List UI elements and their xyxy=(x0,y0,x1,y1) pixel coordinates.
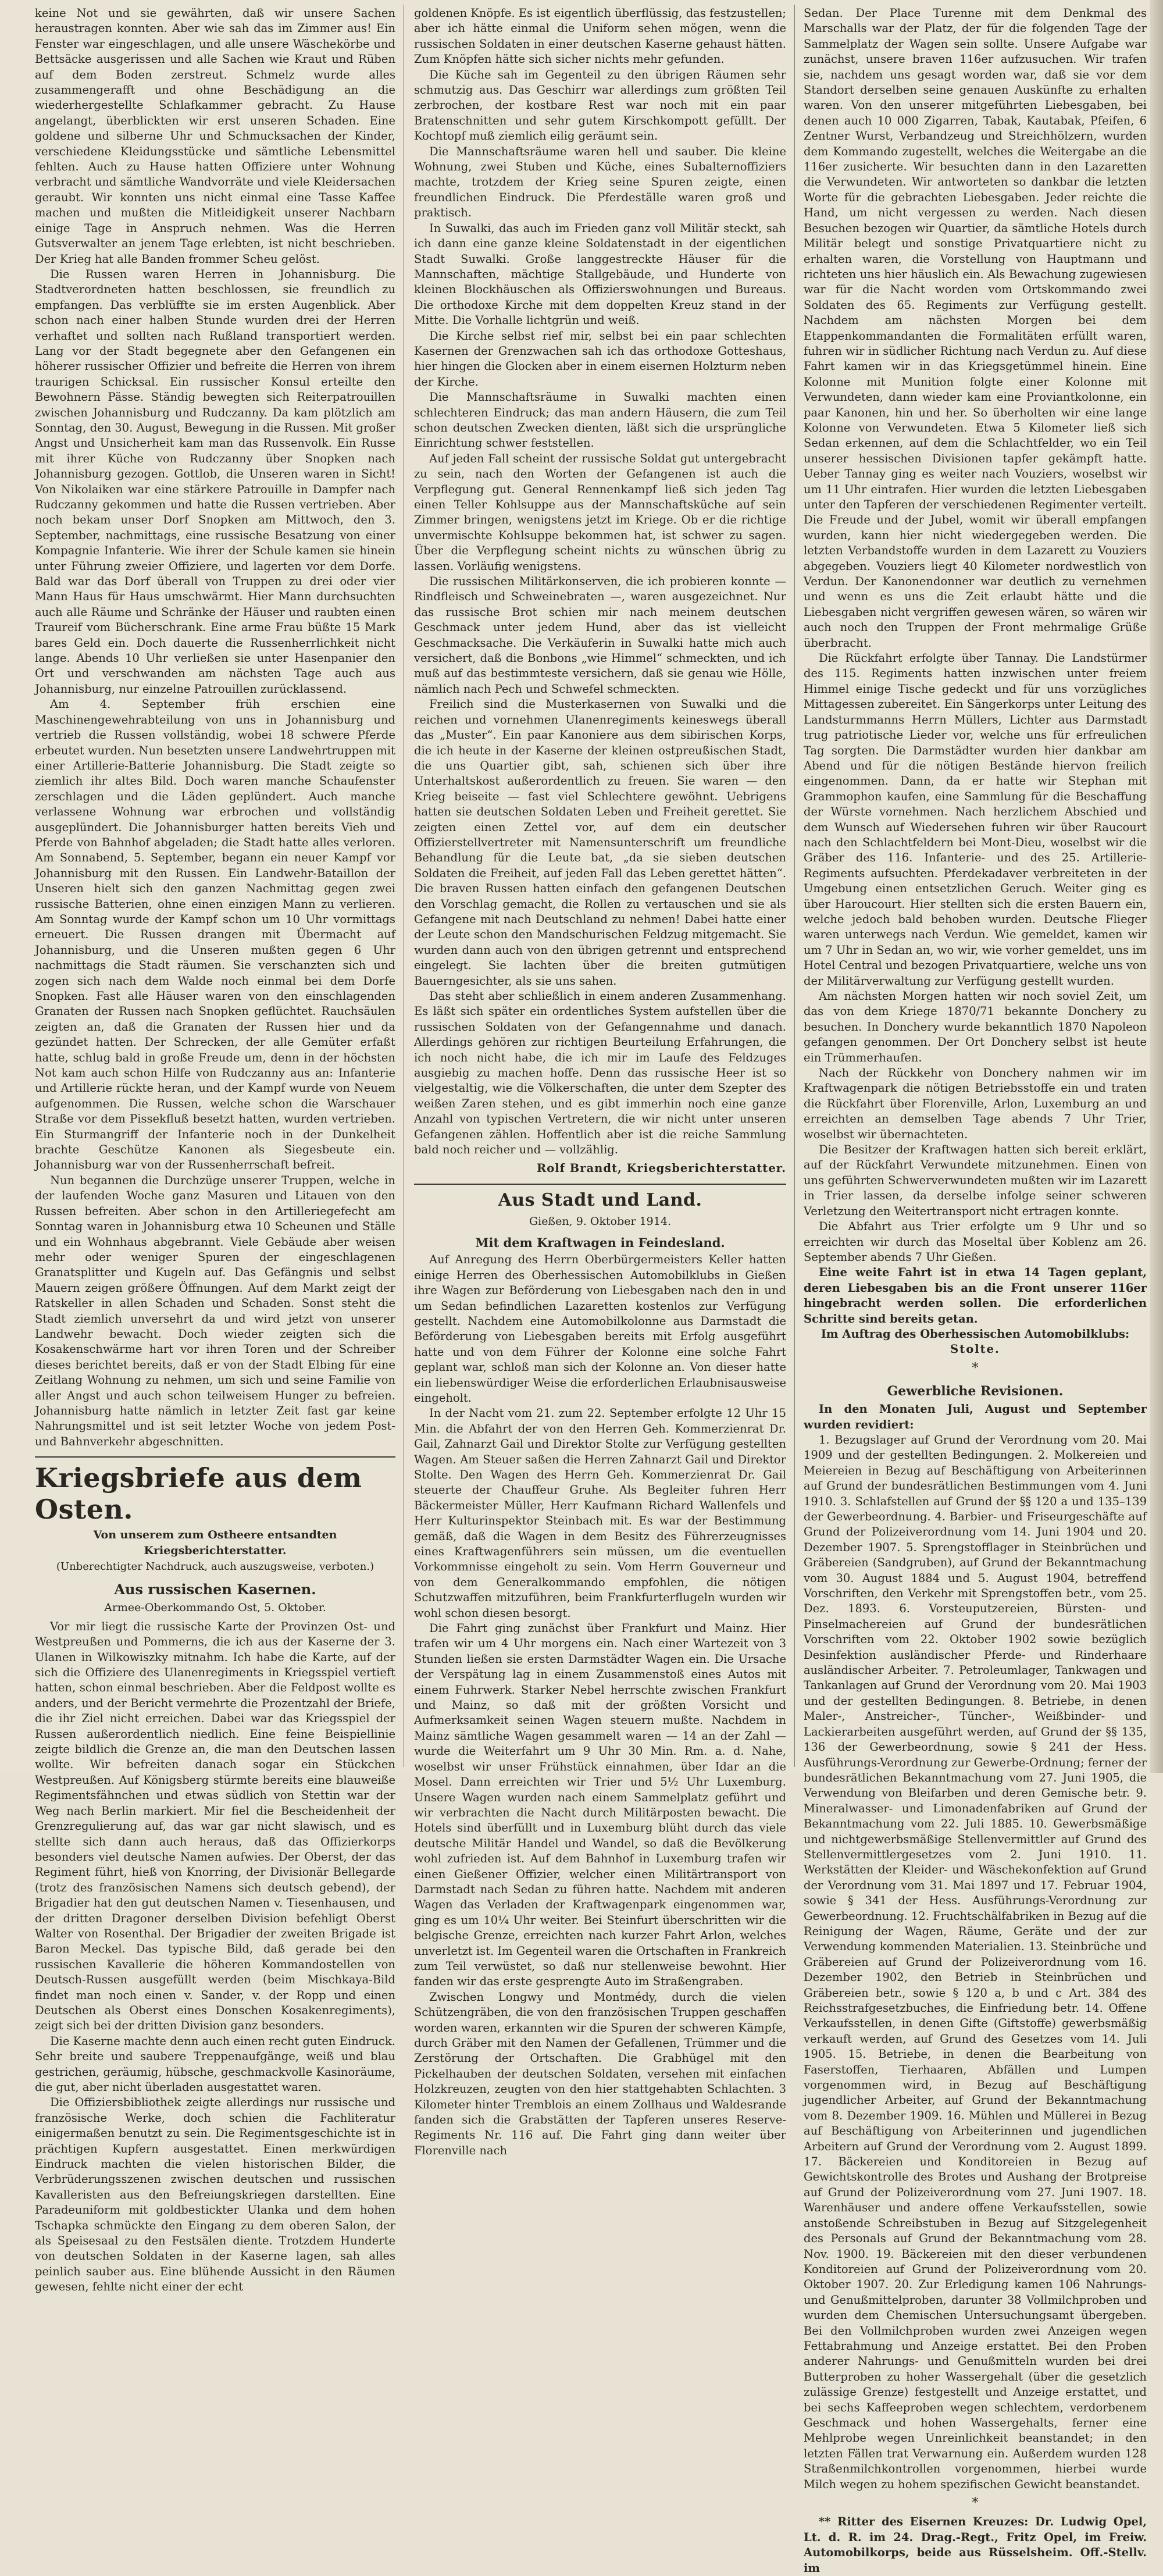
paragraph: Zwischen Longwy und Montmédy, durch die vielen Schützengräben, die von den französischen Truppen geschaffen worden waren, erkannten wir die Spuren der schweren Kämpfe, durch Gräber mit den Namen der Gefallenen, Trümmer und die Zerstörung der Ortschaften. Die Grabhügel mit den Pickelhauben der deutschen Soldaten, versehen mit einfachen Holzkreuzen, zeugten von den hier stattgehabten Schlachten. 3 Kilometer hinter Tremblois an einem Zollhaus und Waldesrande fanden sich die Grabstätten der Tapferen unseres Reserve-Regiments Nr. 116 auf. Die Fahrt ging dann weiter über Florenville nach xyxy=(414,1990,786,2157)
paragraph: Die Mannschaftsräume in Suwalki machten einen schlechteren Eindruck; das man andern Häusern, die zum Teil schon deutschen Zwecken dienten, läßt sich die ursprüngliche Einrichtung schwer feststellen. xyxy=(414,390,786,450)
paragraph: keine Not und sie gewährten, daß wir unsere Sachen heraustragen konnten. Aber wie sah das im Zimmer aus! Ein Fenster war eingeschlagen, und alle unsere Wäschekörbe und Bettsäcke ausgerissen und alle Sachen wie Kraut und Rüben auf dem Boden zerstreut. Schmelz wurde alles zusammengerafft und ohne Beschädigung an die wiederhergestellte Schlafkammer gebracht. Zu Hause angelangt, überblickten wir erst unseren Schaden. Eine goldene und silberne Uhr und Schmucksachen der Kinder, verschiedene Kleidungsstücke und sämtliche Lebensmittel fehlten. Auch zu Hause hatten Offiziere unter Wohnung verbracht und sämtliche Wandvorräte und viele Kleidersachen geraubt. Wir konnten uns nicht einmal eine Tasse Kaffee machen und mußten die Mitleidigkeit unserer Nachbarn einige Tage in Anspruch nehmen. Was die Herren Gutsverwalter an jenem Tage erlebten, ist nicht beschrieben. Der Krieg hat alle Banden frommer Scheu gelöst. xyxy=(35,6,395,266)
paragraph: Sedan. Der Place Turenne mit dem Denkmal des Marschalls war der Platz, der für die folgenden Tage der Sammelplatz der Wagen sein sollte. Unsere Aufgabe war zunächst, unsere braven 116er aufzusuchen. Wir trafen sie, nachdem uns gesagt worden war, daß sie vor dem Standort derselben seine genauen Auskünfte zu erhalten waren. Von den unserer mitgeführten Liebesgaben, bei denen auch 10 000 Zigarren, Tabak, Kautabak, Pfeifen, 6 Zentner Wurst, Verbandzeug und Streichhölzern, wurden dem Kommando zugestellt, welches die Weitergabe an die 116er zusicherte. Wir besuchten dann in den Lazaretten die Verwundeten. Wir antworteten so dankbar die letzten Worte für die gebrachten Liebesgaben. Jeder reichte die Hand, um nicht vergessen zu werden. Nach diesen Besuchen bezogen wir Quartier, da sämtliche Hotels durch Militär belegt und sonstige Privatquartiere nicht zu erhalten waren, die Vorstellung von Hauptmann und richteten uns hier häuslich ein. Als Bewachung zugewiesen war für die Nacht worden vom Ortskommando zwei Soldaten des 65. Regiments zur Verfügung gestellt. Nachdem am nächsten Morgen bei dem Etappenkommandanten die Formalitäten erfüllt waren, fuhren wir in südlicher Richtung nach Verdun zu. Auf diese Fahrt kamen wir in das Kriegsgetümmel hinein. Eine Kolonne mit Munition folgte einer Kolonne mit Verwundeten, dann wieder kam eine Proviantkolonne, ein paar Kanonen, hin und her. So überholten wir eine lange Kolonne von Verwundeten. Etwa 5 Kilometer ließ sich Sedan erkennen, auf dem die Schlachtfelder, wo ein Teil unserer hessischen Divisionen tapfer gekämpft hatte. Ueber Tannay ging es weiter nach Vouziers, woselbst wir um 11 Uhr eintrafen. Hier wurden die letzten Liebesgaben unter den Tapferen der verschiedenen Regimenter verteilt. Die Freude und der Jubel, womit wir überall empfangen wurden, kann hier nicht wiedergegeben werden. Die letzten Verbandstoffe wurden in dem Lazarett zu Vouziers abgegeben. Vouziers liegt 40 Kilometer nordwestlich von Verdun. Der Kanonendonner war deutlich zu vernehmen und wenn es uns die Zeit erlaubt hätte und die Liebesgaben nicht vergriffen gewesen wären, so wären wir auch noch den Truppen der Front mehrmalige Grüße überbracht. xyxy=(804,6,1147,650)
column-left xyxy=(35,6,395,2294)
paragraph: Die Kirche selbst rief mir, selbst bei ein paar schlechten Kasernen der Grenzwachen sah ich das orthodoxe Gotteshaus, hier hingen die Glocken aber in einem eisernen Holzturm neben der Kirche. xyxy=(414,329,786,389)
column-middle xyxy=(414,6,786,2157)
separator-star: * xyxy=(972,2496,979,2510)
paragraph: Die Kaserne machte denn auch einen recht guten Eindruck. Sehr breite und saubere Treppenaufgänge, weiß und blau gestrichen, geräumig, hübsche, geschmackvolle Kasinoräume, die gut, aber nicht überladen ausgestattet waren. xyxy=(35,2034,395,2094)
paragraph: Auf Anregung des Herrn Oberbürgermeisters Keller hatten einige Herren des Oberhessischen Automobilklubs in Gießen ihre Wagen zur Beförderung von Liebesgaben nach den in und um Sedan befindlichen Lazaretten kostenlos zur Verfügung gestellt. Nachdem eine Automobilkolonne aus Darmstadt die Beförderung von Liebesgaben bereits mit Erfolg ausgeführt hatte und von dem Führer der Kolonne eine solche Fahrt geplant war, schloß man sich der Kolonne an. Von dieser hatte ein liebenswürdiger Weise die erforderlichen Erlaubnisausweise eingeholt. xyxy=(414,1253,786,1405)
author-signature: Rolf Brandt, Kriegsberichterstatter. xyxy=(536,1161,786,1175)
paragraph: Die Küche sah im Gegenteil zu den übrigen Räumen sehr schmutzig aus. Das Geschirr war allerdings zum größten Teil zerbrochen, der kostbare Rest war noch mit ein paar Bratenschnitten und sehr gutem Kirschkompott gefüllt. Der Kochtopf muß ziemlich eilig geräumt sein. xyxy=(414,67,786,143)
paragraph: Die Fahrt ging zunächst über Frankfurt und Mainz. Hier trafen wir um 4 Uhr morgens ein. Nach einer Wartezeit von 3 Stunden ließen sie ersten Darmstädter Wagen ein. Die Ursache der Verspätung lag in einem Zusammenstoß eines Autos mit einem Fuhrwerk. Starker Nebel herrschte zwischen Frankfurt und Mainz, so daß mit der größten Vorsicht und Aufmerksamkeit seinen Wagen steuern mußte. Nachdem in Mainz sämtliche Wagen gesammelt waren — 14 an der Zahl — wurde die Weiterfahrt um 9 Uhr 30 Min. Rm. a. d. Nahe, woselbst wir unser Frühstück einnahmen, über Idar an die Mosel. Dann erreichten wir Trier und 5½ Uhr Luxemburg. Unsere Wagen wurden nach einem Sammelplatz geführt und wir verbrachten die Nacht durch Militärposten bewacht. Die Hotels sind überfüllt und in Luxemburg blüht durch das viele deutsche Militär Handel und Wandel, so daß die Bevölkerung wohl zufrieden ist. Auf dem Bahnhof in Luxemburg trafen wir einen Gießener Offizier, welcher einen Militärtransport von Darmstadt nach Sedan zu führen hatte. Nachdem mit anderen Wagen das Verladen der Kraftwagenpark eingenommen war, ging es um 10¼ Uhr weiter. Bei Steinfurt überschritten wir die belgische Grenze, erreichten nach kurzer Fahrt Arlon, welches unverletzt ist. Im Gegenteil waren die Ortschaften in Frankreich zum Teil verwüstet, so daß nur stellenweise bewohnt. Hier fanden wir das erste gesprengte Auto im Straßengraben. xyxy=(414,1622,786,1989)
reprint-note: (Unberechtigter Nachdruck, auch auszugsweise, verboten.) xyxy=(56,1560,374,1573)
paragraph: Die Abfahrt aus Trier erfolgte um 9 Uhr und so erreichten wir durch das Moseltal über Koblenz am 26. September abends 7 Uhr Gießen. xyxy=(804,1220,1147,1264)
paragraph: Das steht aber schließlich in einem anderen Zusammenhang. Es läßt sich später ein ordentliches System aufstellen über die russischen Soldaten von der Gefangennahme und danach. Allerdings gehören zur richtigen Beurteilung Erfahrungen, die ich noch nicht habe, die ich mir im Laufe des Feldzuges ausgiebig zu machen hoffe. Denn das russische Heer ist so vielgestaltig, wie die Völkerschaften, die unter dem Szepter des weißen Zaren stehen, und es gibt immerhin noch eine ganze Anzahl von typischen Vertretern, die wir nicht unter unseren Gefangenen zählen. Hoffentlich aber ist die reiche Sammlung bald noch reicher und — vollzählig. xyxy=(414,989,786,1157)
section-title: Aus Stadt und Land. xyxy=(498,1189,702,1210)
section-divider xyxy=(414,1184,786,1185)
paragraph: Die Offiziersbibliothek zeigte allerdings nur russische und französische Werke, doch schien die Fachliteratur einigermaßen benutzt zu sein. Die Regimentsgeschichte ist in prächtigen Kupfern ausgestattet. Einen merkwürdigen Eindruck machten die vielen historischen Bilder, die Verbrüderungsszenen zwischen deutschen und russischen Kavalleristen aus den Befreiungskriegen darstellten. Eine Paradeuniform mit goldbestickter Ulanka und dem hohen Tschapka schmückte den Eingang zu dem oberen Salon, der als Speisesaal zu den Festsälen diente. Trotzdem Hunderte von deutschen Soldaten in der Kaserne lagen, sah alles peinlich sauber aus. Eine blühende Aussicht in den Räumen gewesen, fehlte nicht einer der echt xyxy=(35,2096,395,2294)
article-heading: Aus russischen Kasernen. xyxy=(114,1581,316,1598)
paragraph: Die Besitzer der Kraftwagen hatten sich bereit erklärt, auf der Rückfahrt Verwundete mitzunehmen. Einen von uns geführten Schwerverwundeten mußten wir im Lazarett in Trier lassen, da derselbe infolge seiner schweren Verletzung den Weitertransport nicht ertragen konnte. xyxy=(804,1143,1147,1218)
column-right xyxy=(804,6,1147,2575)
commission-name: Stolte. xyxy=(950,1342,1000,1356)
paragraph: Die Rückfahrt erfolgte über Tannay. Die Landstürmer des 115. Regiments hatten inzwischen unter freiem Himmel einige Tische gedeckt und für uns vorzügliches Mittagessen zubereitet. Ein Sängerkorps unter Leitung des Landsturmmanns Herrn Müllers, Lichter aus Darmstadt trug patriotische Lieder vor, welche uns für erfreulichen Tag sorgten. Die Darmstädter wurden hier dankbar am Abend und für die nötigen Bestände hiervon freilich eingenommen. Dann, da er hatte wir Stephan mit Grammophon kaufen, eine Sammlung für die Beschaffung der Würste vornehmen. Nach herzlichem Abschied und dem Wunsch auf Wiedersehen fuhren wir über Raucourt nach den Schlachtfeldern bei Mont-Dieu, woselbst wir die Gräber des 116. Infanterie- und des 25. Artillerie-Regiments aufsuchten. Pferdekadaver verbreiteten in der Umgebung einen entsetzlichen Geruch. Weiter ging es über Haroucourt. Hier stellten sich die ersten Bauern ein, welche jedoch bald behoben wurden. Deutsche Flieger waren unterwegs nach Verdun. Wie gemeldet, kamen wir um 7 Uhr in Sedan an, wo wir, wie vorher gemeldet, uns im Hotel Central und bezogen Privatquartiere, welche uns von der Militärverwaltung zur Verfügung gestellt wurden. xyxy=(804,651,1147,988)
paragraph: In der Nacht vom 21. zum 22. September erfolgte 12 Uhr 15 Min. die Abfahrt der von den Herren Geh. Kommerzienrat Dr. Gail, Zahnarzt Gail und Direktor Stolte zur Verfügung gestellten Wagen. Am Steuer saßen die Herren Zahnarzt Gail und Direktor Stolte. Den Wagen des Herrn Geh. Kommerzienrat Dr. Gail steuerte der Chauffeur Gruhe. Als Begleiter fuhren Herr Bäckermeister Müller, Herr Kaufmann Richard Wallenfels und Herr Kulturinspektor Steinbach mit. Es war der Bestimmung gemäß, daß die Wagen in dem Besitz des Führerzeugnisses eines Kraftwagenführers sein müssen, um die eventuellen Vorkommnisse eingeholt zu sein. Vom Herrn Gouverneur und von dem Generalkommando empfohlen, die nötigen Schutzwaffen mitzuführen, beim Frankfurterflugeln wurden wir wohl schon diesen besorgt. xyxy=(414,1406,786,1620)
paragraph: Nach der Rückkehr von Donchery nahmen wir im Kraftwagenpark die nötigen Betriebsstoffe ein und traten die Rückfahrt über Florenville, Arlon, Luxemburg an und erreichten an demselben Tage abends 7 Uhr Trier, woselbst wir übernachteten. xyxy=(804,1066,1147,1141)
section-dateline: Gießen, 9. Oktober 1914. xyxy=(529,1214,671,1228)
column-rule xyxy=(794,5,795,1767)
paragraph: Nun begannen die Durchzüge unserer Truppen, welche in der laufenden Woche ganz Masuren und Litauen von den Russen befreiten. Aber schon in den Artilleriegefecht am Sonntag waren in Johannisburg etwa 10 Scheunen und Ställe und ein Wohnhaus abgebrannt. Viele Gebäude aber weisen mehr oder weniger Spuren der eingeschlagenen Granatsplitter und Kugeln auf. Das Gefängnis und selbst Mauern zeigen größere Öffnungen. Auf dem Markt zeigt der Ratskeller in allen Schaden und Schaden. Sonst steht die Stadt ziemlich unversehrt da und wird jetzt von unserer Landwehr bewacht. Doch wieder zeigten sich die Kosakenschwärme hart vor ihren Toren und der Schreiber dieses berichtet bereits, daß er von der Stadt Elbing für eine Zeitlang Wohnung zu nehmen, um sich und seine Familie von aller Angst und auch schon teilweisem Hunger zu befreien. Johannisburg hatte nämlich in letzter Zeit fast gar keine Nahrungsmittel und ist seit letzter Woche von jedem Post- und Bahnverkehr abgeschnitten. xyxy=(35,1173,395,1448)
paragraph: Vor mir liegt die russische Karte der Provinzen Ost- und Westpreußen und Pommerns, die ich aus der Kaserne der 3. Ulanen in Wilkowiszky mitnahm. Ich habe die Karte, auf der sich die Offiziere des Ulanenregiments in Kriegsspiel vertieft hatten, schon einmal beschrieben. Aber die Feldpost wollte es anders, und der Bericht vermehrte die Prozentzahl der Briefe, die ihr Ziel nicht erreichen. Dabei war das Kriegsspiel der Russen außerordentlich niedlich. Eine feine Beispiellinie zeigte bildlich die Grenze an, die man den Deutschen lassen wollte. Wir befreiten danach sogar ein Stückchen Westpreußen. Auf Königsberg stürmte bereits eine blauweiße Regimentsfähnchen und etwas südlich von Stettin war der Weg nach Berlin markiert. Mir fiel die Bescheidenheit der Grenzregulierung auf, das war gar nicht slawisch, und es stellte sich dann auch heraus, daß das Offizierkorps besonders viel deutsche Namen aufwies. Der Oberst, der das Regiment führt, hieß von Knorring, der Divisionär Bellegarde (trotz des französischen Namens sich deutsch gebend), der Brigadier hat den gut deutschen Namen v. Tiesenhausen, und der dritten Dragoner derselben Division befehligt Oberst Walter von Rosenthal. Der Brigadier der zweiten Brigade ist Baron Meckel. Das typische Bild, daß gerade bei den russischen Kavallerie die höheren Kommandostellen von Deutsch-Russen ausgefüllt werden (beim Mischkaya-Bild findet man noch einen v. Sander, v. der Ropp und einen Deutschen als Oberst eines Donschen Kosakenregiments), zeigt sich bei der dritten Division ganz besonders. xyxy=(35,1619,395,2033)
section-subtitle: Von unserem zum Ostheere entsandten Kriegsberichterstatter. xyxy=(93,1529,337,1557)
paragraph: Die russischen Militärkonserven, die ich probieren konnte — Rindfleisch und Schweinebraten —, waren ausgezeichnet. Nur das russische Brot schien mir nach meinem deutschen Geschmack unter jedem Hund, aber das ist vielleicht Geschmacksache. Die Verkäuferin in Suwalki hatte mich auch versichert, daß die Bonbons „wie Himmel“ schmeckten, und ich muß auf das bestimmteste versichern, daß sie genau wie Hölle, nämlich nach Pech und Schwefel schmeckten. xyxy=(414,575,786,696)
paragraph: Die Mannschaftsräume waren hell und sauber. Die kleine Wohnung, zwei Stuben und Küche, eines Subalternoffiziers machte, trotzdem der Krieg seine Spuren zeigte, einen freundlichen Eindruck. Die Pferdeställe waren groß und praktisch. xyxy=(414,144,786,220)
article-heading: Gewerbliche Revisionen. xyxy=(887,1384,1064,1399)
paragraph: Auf jeden Fall scheint der russische Soldat gut untergebracht zu sein, nach den Worten der Gefangenen ist auch die Verpflegung gut. General Rennenkampf ließ sich jeden Tag einen Teller Kohlsuppe aus der Mannschaftsküche auf sein Zimmer bringen, wenigstens jetzt im Kriege. Ob er die richtige unvermischte Kohlsuppe bekommen hat, ist schwer zu sagen. Über die Verpflegung scheint nichts zu wünschen übrig zu lassen. Vorläufig wenigstens. xyxy=(414,451,786,573)
section-title: Kriegsbriefe aus dem Osten. xyxy=(35,1462,362,1526)
separator-star: * xyxy=(972,1360,979,1376)
paragraph: Am nächsten Morgen hatten wir noch soviel Zeit, um das von dem Kriege 1870/71 bekannte Donchery zu besuchen. In Donchery wurde bekanntlich 1870 Napoleon gefangen genommen. Der Ort Donchery selbst ist heute ein Trümmerhaufen. xyxy=(804,989,1147,1064)
paragraph: Eine weite Fahrt ist in etwa 14 Tagen geplant, deren Liebesgaben bis an die Front unserer 116er hingebracht werden sollen. Die erforderlichen Schritte sind bereits getan. xyxy=(804,1266,1147,1326)
paragraph: ** Ritter des Eisernen Kreuzes: Dr. Ludwig Opel, Lt. d. R. im 24. Drag.-Regt., Fritz Opel, im Freiw. Automobilkorps, beide aus Rüsselsheim. Off.-Stellv. im xyxy=(804,2515,1147,2575)
paragraph: In Suwalki, das auch im Frieden ganz voll Militär steckt, sah ich dann eine ganze kleine Soldatenstadt in der eigentlichen Stadt Suwalki. Große langgestreckte Häuser für die Mannschaften, mächtige Stallgebäude, und Hunderte von kleinen Blockhäuschen als Offizierswohnungen und Bureaus. Die orthodoxe Kirche mit dem doppelten Kreuz stand in der Mitte. Die Vorhalle lichtgrün und weiß. xyxy=(414,221,786,327)
article-heading: Mit dem Kraftwagen in Feindesland. xyxy=(475,1235,725,1250)
paragraph: goldenen Knöpfe. Es ist eigentlich überflüssig, das festzustellen; aber ich hätte einmal die Uniform sehen mögen, wenn die russischen Soldaten in einer deutschen Kaserne gehaust hätten. Zum Knöpfen hätte sich sicher nichts mehr gefunden. xyxy=(414,6,786,66)
lead-paragraph: In den Monaten Juli, August und September wurden revidiert: xyxy=(804,1402,1147,1431)
page-edge xyxy=(1150,0,1163,1773)
paragraph: 1. Bezugslager auf Grund der Verordnung vom 20. Mai 1909 und der gestellten Bedingungen. 2. Molkereien und Meiereien in Bezug auf Beschäftigung von Arbeiterinnen auf Grund der bundesrätlichen Bestimmungen vom 4. Juni 1910. 3. Schlafstellen auf Grund der §§ 120 a und 135–139 der Gewerbeordnung. 4. Barbier- und Friseurgeschäfte auf Grund der Polizeiverordnung vom 14. Juni 1904 und 20. Dezember 1907. 5. Sprengstofflager in Steinbrüchen und Gräbereien (Sandgruben), auf Grund der Bekanntmachung vom 30. August 1884 und 5. August 1904, betreffend Vorschriften, den Verkehr mit Sprengstoffen betr., vom 25. Dez. 1893. 6. Vorsteuputzereien, Bürsten- und Pinselmachereien auf Grund der bundesrätlichen Vorschriften vom 22. Oktober 1902 sowie bezüglich Desinfektion ausländischer Pferde- und Rinderhaare ausländischer Arbeiter. 7. Petroleumlager, Tankwagen und Tankanlagen auf Grund der Verordnung vom 20. Mai 1903 und der gestellten Bedingungen. 8. Betriebe, in denen Maler-, Anstreicher-, Tüncher-, Weißbinder- und Lackierarbeiten ausgeführt werden, auf Grund der §§ 135, 136 der Gewerbeordnung, sowie § 241 der Hess. Ausführungs-Verordnung zur Gewerbe-Ordnung; ferner der bundesrätlichen Bekanntmachung vom 27. Juni 1905, die Verwendung von Bleifarben und deren Gemische betr. 9. Mineralwasser- und Limonadenfabriken auf Grund der Bekanntmachung vom 22. Juli 1885. 10. Gewerbsmäßige und nichtgewerbsmäßige Stellenvermittler auf Grund des Stellenvermittlergesetzes vom 2. Juni 1910. 11. Werkstätten der Kleider- und Wäschekonfektion auf Grund der Verordnung vom 31. Mai 1897 und 17. Februar 1904, sowie § 341 der Hess. Ausführungs-Verordnung zur Gewerbeordnung. 12. Fruchtschälfabriken in Bezug auf die Reinigung der Wagen, Räume, Geräte und der zur Verwendung kommenden Materialien. 13. Steinbrüche und Gräbereien auf Grund der Polizeiverordnung vom 16. Dezember 1902, den Betrieb in Steinbrüchen und Gräbereien betr., sowie § 120 a, b und c Art. 384 des Reichsstrafgesetzbuches, die Einfriedung betr. 14. Offene Verkaufsstellen, in denen Gifte (Giftstoffe) gewerbsmäßig verkauft werden, auf Grund des Gesetzes vom 14. Juli 1905. 15. Betriebe, in denen die Bearbeitung von Faserstoffen, Tierhaaren, Abfällen und Lumpen vorgenommen wird, in Bezug auf Beschäftigung jugendlicher Arbeiter, auf Grund der Bekanntmachung vom 8. Dezember 1909. 16. Mühlen und Müllerei in Bezug auf Beschäftigung von Arbeiterinnen und jugendlichen Arbeitern auf Grund der Verordnung vom 2. August 1899. 17. Bäckereien und Konditoreien in Bezug auf Gewichtskontrolle des Brotes und Aushang der Brotpreise auf Grund der Polizeiverordnung vom 27. Juni 1907. 18. Warenhäuser und andere offene Verkaufsstellen, sowie anstoßende Schreibstuben in Bezug auf Sitzgelegenheit des Personals auf Grund der Bekanntmachung vom 28. Nov. 1900. 19. Bäckereien mit den dieser verbundenen Konditoreien auf Grund der Polizeiverordnung vom 20. Oktober 1907. 20. Zur Erledigung kamen 106 Nahrungs- und Genußmittelproben, darunter 38 Vollmilchproben und wurden dem Chemischen Untersuchungsamt übergeben. Bei den Vollmilchproben wurden zwei Anzeigen wegen Fettabrahmung und Anzeige erstattet. Bei den Proben anderer Nahrungs- und Genußmitteln wurden bei drei Butterproben zu hoher Wassergehalt (über die gesetzlich zulässige Grenze) festgestellt und Anzeige erstattet, und bei sechs Kaffeeproben wegen schlechtem, verdorbenem Geschmack und hohen Wassergehalts, ferner eine Mehlprobe wegen Unreinlichkeit beanstandet; in den letzten Fällen trat Verwarnung ein. Außerdem wurden 128 Straßenmilchkontrollen vorgenommen, hierbei wurde Milch wegen zu hohem spezifischen Gewicht beanstandet. xyxy=(804,1433,1147,2491)
paragraph: Am 4. September früh erschien eine Maschinengewehrabteilung von uns in Johannisburg und vertrieb die Russen vollständig, wobei 18 schwere Pferde erbeutet wurden. Nun besetzten unsere Landwehrtruppen mit einer Artillerie-Batterie Johannisburg. Die Stadt zeigte so ziemlich ihr altes Bild. Doch waren manche Schaufenster zerschlagen und die Läden geplündert. Auch manche verlassene Wohnung war erbrochen und vollständig ausgeplündert. Die Johannisburger hatten bereits Vieh und Pferde von Bahnhof abgeladen; die Stadt hatte alles verloren. Am Sonnabend, 5. September, begann ein neuer Kampf vor Johannisburg mit den Russen. Ein Landwehr-Bataillon der Unseren hielt sich den ganzen Nachmittag gegen zwei russische Batterien, ohne einen einzigen Mann zu verlieren. Am Sonntag wurde der Kampf schon um 10 Uhr vormittags erneuert. Die Russen drangen mit Übermacht auf Johannisburg, und die Unseren mußten gegen 6 Uhr nachmittags die Stadt räumen. Sie verschanzten sich und zogen sich nach dem Walde noch einmal bei dem Dorfe Snopken. Fast alle Häuser waren von den einschlagenden Granaten der Russen nach Snopken geflüchtet. Rauchsäulen zeigten an, daß die Granaten der Russen hier und da gezündet hatten. Der Schrecken, der alle Gemüter erfaßt hatte, schlug bald in große Freude um, denn in der höchsten Not kam auch schon Hilfe von Rudczanny aus an: Infanterie und Artillerie rückte heran, und der Kampf wurde von Neuem aufgenommen. Die Russen, welche schon die Warschauer Straße vor dem Pissekfluß besetzt hatten, wurden vertrieben. Ein Sturmangriff der Infanterie noch in der Dunkelheit brachte Geschütze Kanonen als Siegesbeute ein. Johannisburg war von der Russenherrschaft befreit. xyxy=(35,697,395,1172)
paragraph: Freilich sind die Musterkasernen von Suwalki und die reichen und vornehmen Ulanenregiments keineswegs überall das „Muster“. Ein paar Kanoniere aus dem sibirischen Korps, die ich heute in der Kaserne der kleinen ostpreußischen Stadt, die uns Quartier gibt, sah, schienen sich über ihre Unterhaltskost außerordentlich zu freuen. Sie waren — den Krieg beiseite — fast viel Schlechtere gewöhnt. Uebrigens hatten sie deutschen Soldaten Leben und Freiheit gerettet. Sie zeigten einen Zettel vor, auf dem ein deutscher Offizierstellvertreter mit Namensunterschrift um freundliche Behandlung für die Leute bat, „da sie sieben deutschen Soldaten die Freiheit, auf jeden Fall das Leben gerettet hätten“. Die braven Russen hatten einfach den gefangenen Deutschen den Vorschlag gemacht, die Rollen zu vertauschen und sie als Gefangene mit nach Deutschland zu nehmen! Dabei hatte einer der Leute schon den Mandschurischen Feldzug mitgemacht. Sie wurden dann auch von den übrigen getrennt und entsprechend eingelegt. Sie lachten über die breiten gutmütigen Bauerngesichter, als sie uns sahen. xyxy=(414,697,786,988)
section-divider xyxy=(35,1456,395,1458)
paragraph: Die Russen waren Herren in Johannisburg. Die Stadtverordneten hatten beschlossen, sie freundlich zu empfangen. Das verblüffte sie im ersten Augenblick. Aber schon nach einer halben Stunde wurden drei der Herren verhaftet und sollten nach Rußland transportiert werden. Lang vor der Stadt begegnete aber den Gefangenen ein höherer russischer Offizier und befreite die Herren von ihrem traurigen Schicksal. Ein russischer Konsul erteilte den Bewohnern Pässe. Ständig bewegten sich Reiterpatrouillen zwischen Johannisburg und Rudczanny. Da kam plötzlich am Sonntag, den 30. August, Bewegung in die Russen. Mit großer Angst und Unsicherheit kam man das Russenvolk. Ein Russe mit ihrer Küche von Rudczanny über Snopken nach Johannisburg gezogen. Gottlob, die Unseren waren in Sicht! Von Nikolaiken war eine stärkere Patrouille in Dampfer nach Rudczanny gekommen und hatte die Russen vertrieben. Aber noch bekam unser Dorf Snopken am Mittwoch, den 3. September, nachmittags, eine russische Besatzung von einer Kompagnie Infanterie. Wie ihrer der Schule kamen sie hinein unter Führung zweier Offiziere, und lagerten vor dem Dorfe. Bald war das Dorf überall von Truppen zu drei oder vier Mann Haus für Haus umschwärmt. Hier Mann durchsuchten auch alle Räume und Schränke der Häuser und raubten einen Traureif vom Bücherschrank. Eine arme Frau büßte 15 Mark bares Geld ein. Doch dauerte die Russenherrlichkeit nicht lange. Abends 10 Uhr verließen sie unter Hasenpanier den Ort und verschwanden am nächsten Tage auch aus Johannisburg, nur einzelne Patrouillen zurücklassend. xyxy=(35,267,395,696)
article-dateline: Armee-Oberkommando Ost, 5. Oktober. xyxy=(104,1601,326,1615)
commission-line: Im Auftrag des Oberhessischen Automobilklubs: xyxy=(820,1327,1130,1341)
